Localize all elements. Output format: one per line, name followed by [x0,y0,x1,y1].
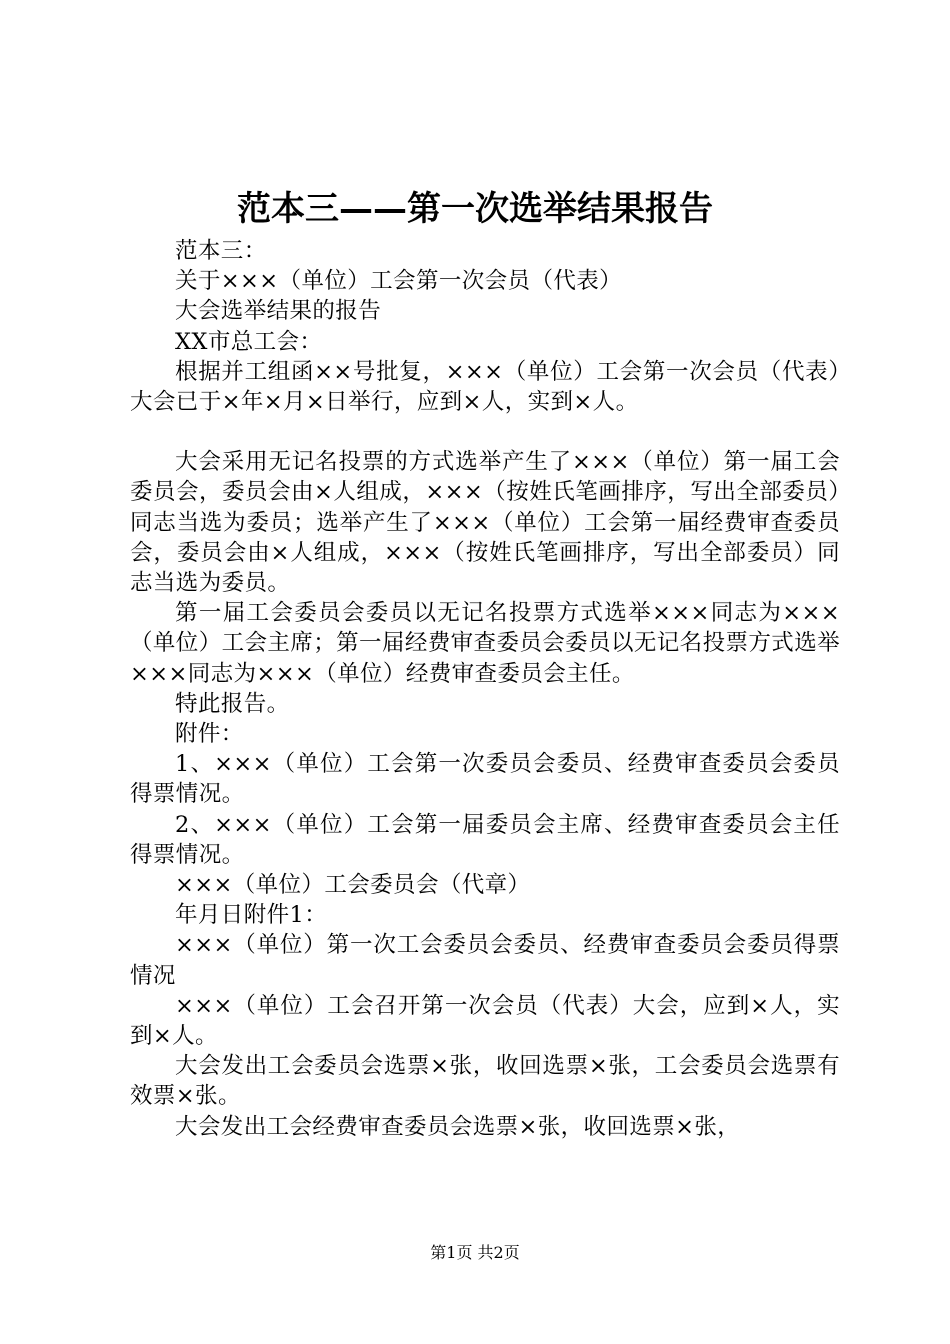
paragraph-election-chair: 第一届工会委员会委员以无记名投票方式选举×××同志为×××（单位）工会主席；第一届经费审查委员会委员以无记名投票方式选举×××同志为×××（单位）经费审查委员会主任。 [130,600,840,687]
paragraph-closing: 特此报告。 [175,690,290,717]
paragraph-election-committees: 大会采用无记名投票的方式选举产生了×××（单位）第一届工会委员会，委员会由×人组成，×××（按姓氏笔画排序，写出全部委员）同志当选为委员；选举产生了×××（单位）工会第一届经费审查委员会，委员会由×人组成，×××（按姓氏笔画排序，写出全部委员）同志当选为委员。 [130,449,840,597]
paragraph-attendance: ×××（单位）工会召开第一次会员（代表）大会，应到×人，实到×人。 [130,992,840,1050]
page-footer: 第1页 共2页 [430,1243,520,1262]
paragraph-attachment-2: 2、×××（单位）工会第一届委员会主席、经费审查委员会主任得票情况。 [130,811,840,868]
paragraph-recipient: XX市总工会： [175,328,323,355]
paragraph-template-label: 范本三： [175,238,267,264]
paragraph-audit-ballots: 大会发出工会经费审查委员会选票×张，收回选票×张， [175,1113,741,1140]
paragraph-attachments-label: 附件： [175,721,244,748]
paragraph-meeting-info: 根据并工组函××号批复，×××（单位）工会第一次会员（代表）大会已于×年×月×日举行，应到×人，实到×人。 [130,358,840,416]
document-title: 范本三——第一次选举结果报告 [237,189,713,229]
paragraph-subject-line-1: 关于×××（单位）工会第一次会员（代表） [175,268,623,295]
paragraph-signature: ×××（单位）工会委员会（代章） [175,872,531,899]
paragraph-subject-line-2: 大会选举结果的报告 [175,298,382,325]
paragraph-date-attachment-1: 年月日附件1： [175,902,328,929]
paragraph-attachment-1: 1、×××（单位）工会第一次委员会委员、经费审查委员会委员得票情况。 [130,751,840,808]
paragraph-committee-ballots: 大会发出工会委员会选票×张，收回选票×张，工会委员会选票有效票×张。 [130,1053,840,1110]
paragraph-attachment-1-title: ×××（单位）第一次工会委员会委员、经费审查委员会委员得票情况 [130,932,840,989]
document-body [130,236,840,1142]
